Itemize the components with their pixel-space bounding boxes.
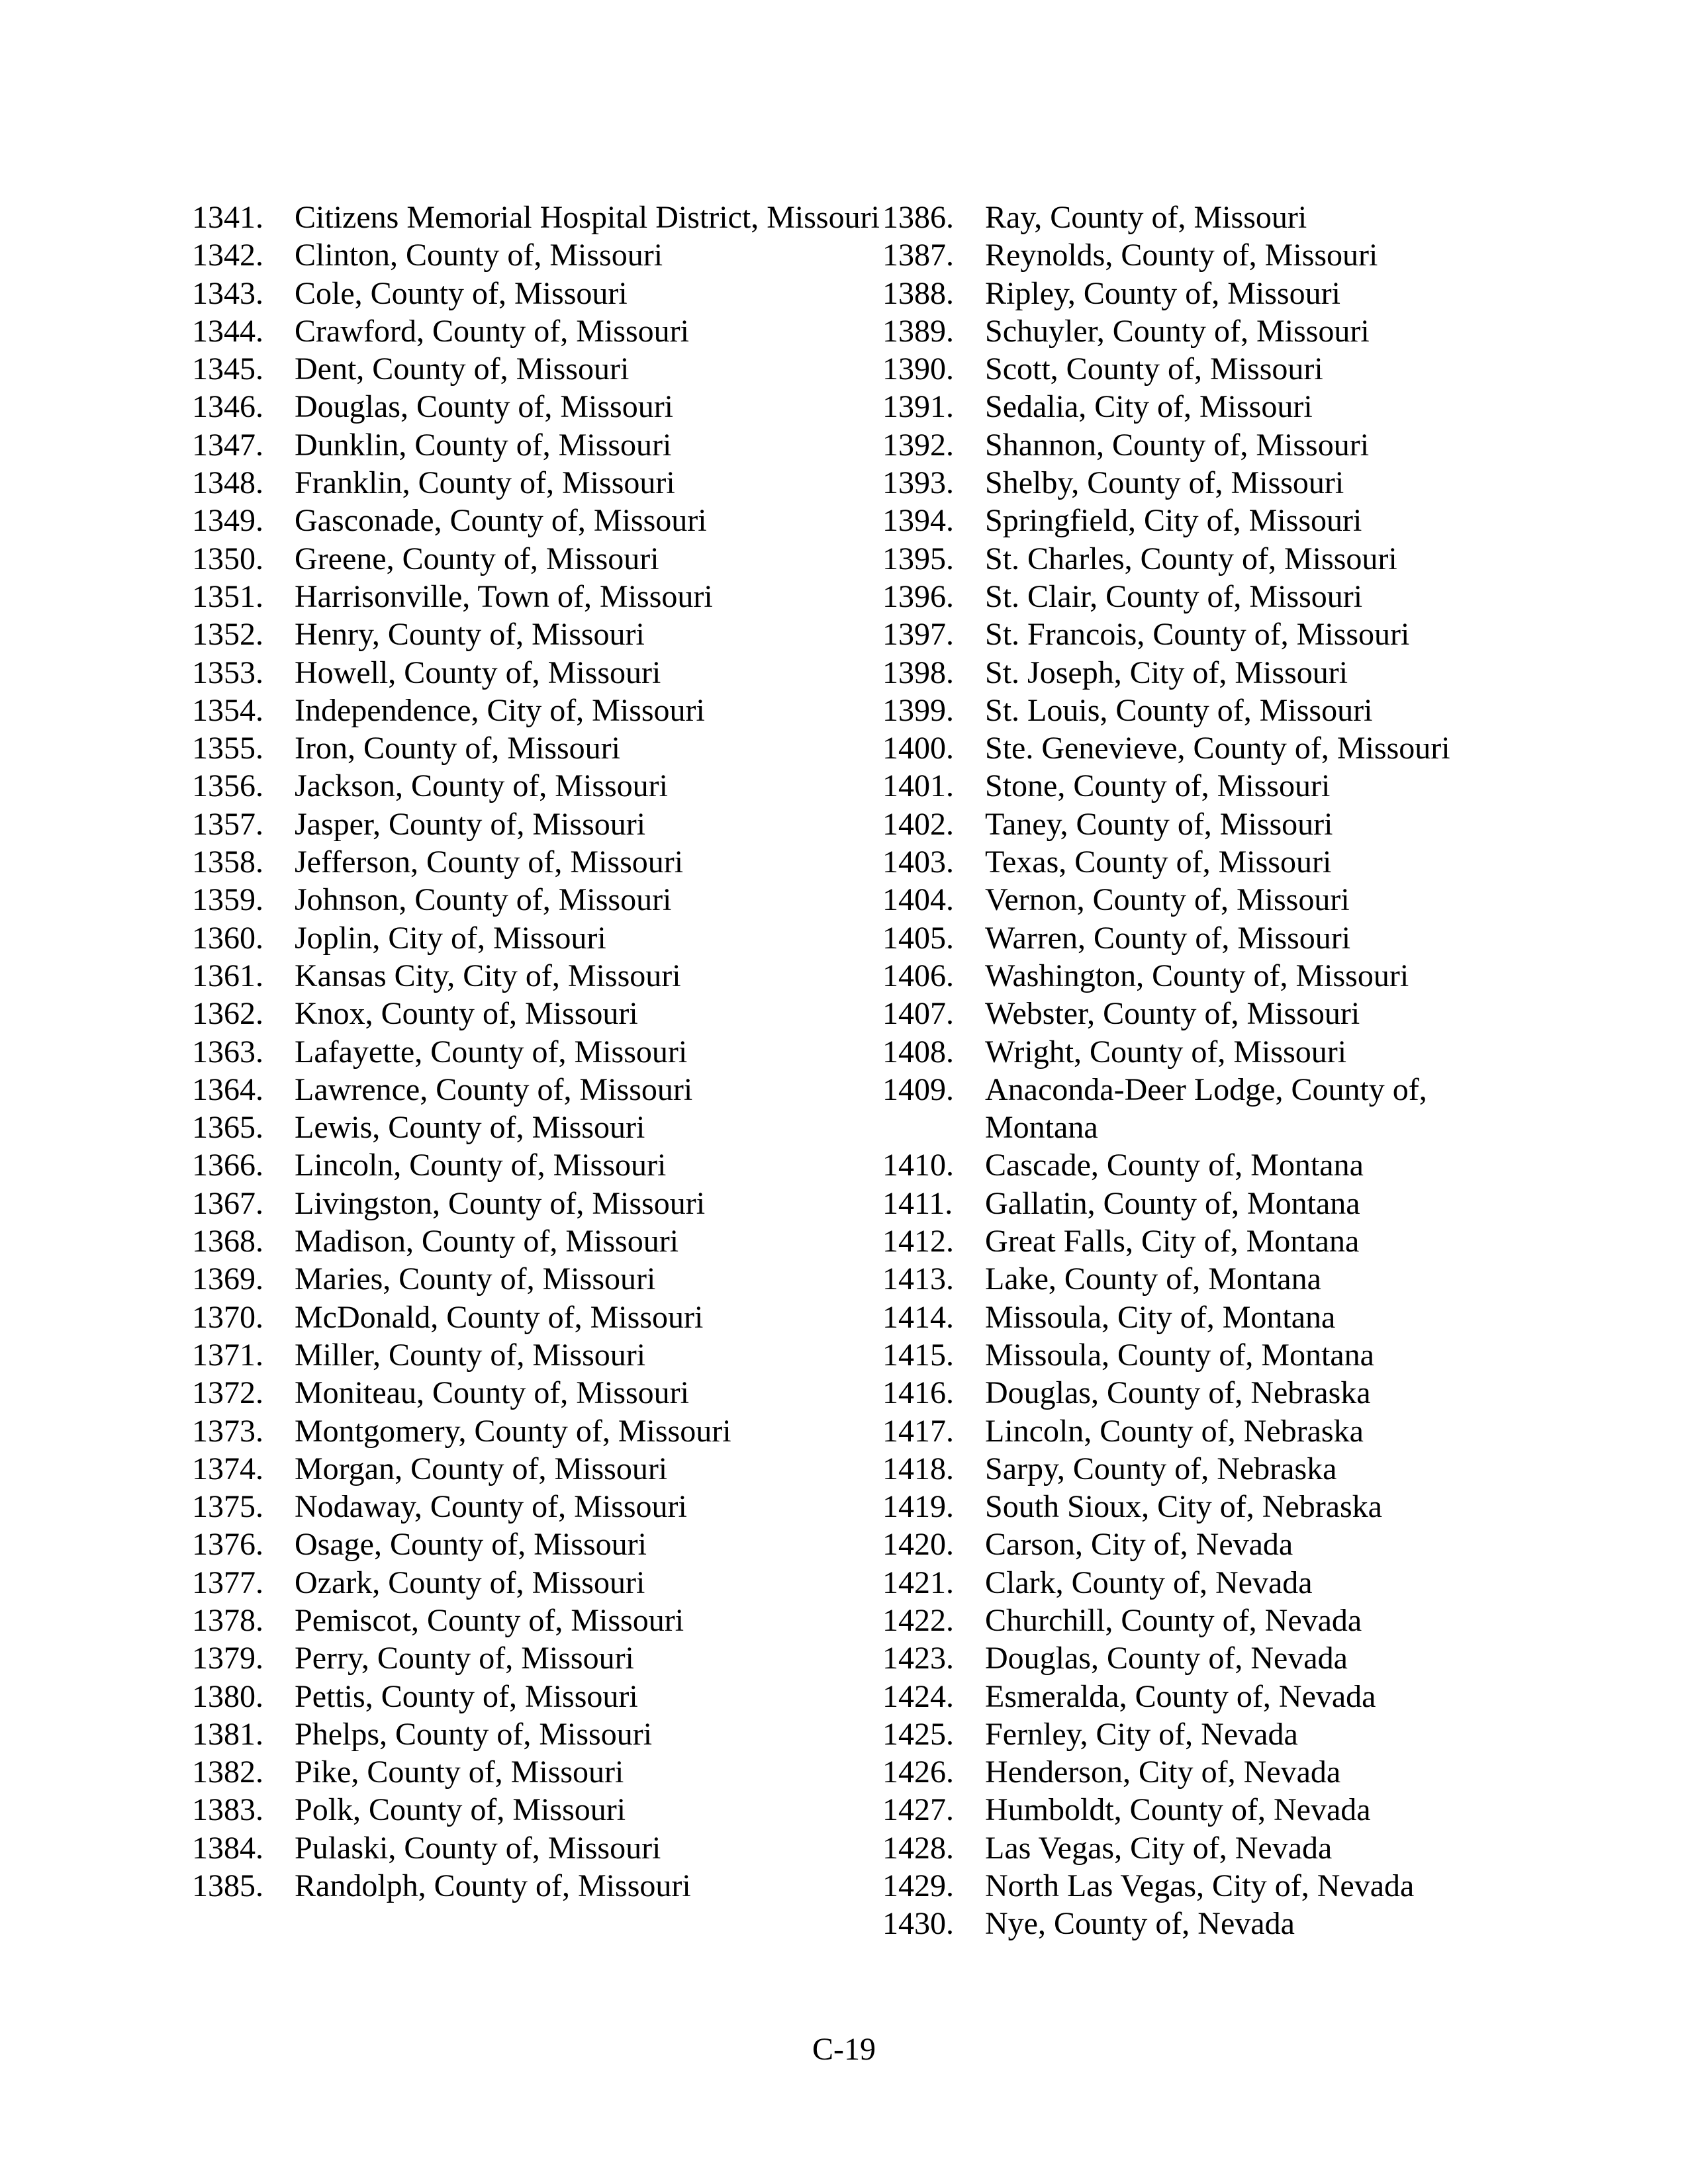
page-number: C-19 [812,2032,876,2067]
list-item-number: 1392. [882,427,954,463]
list-item [882,540,1544,578]
list-item-text: Polk, County of, Missouri [295,1792,626,1828]
list-item [192,1298,894,1336]
list-item [192,1488,894,1525]
list-item-number: 1395. [882,541,954,576]
list-item-number: 1368. [192,1224,263,1259]
list-item-number: 1362. [192,996,263,1032]
list-item-number: 1373. [192,1413,263,1449]
list-item [192,729,894,767]
list-item [882,1450,1544,1488]
list-item [192,1374,894,1412]
list-item [882,1905,1544,1942]
list-item-number: 1374. [192,1451,263,1486]
list-item-text: Lake, County of, Montana [985,1261,1321,1297]
left-column-list [192,199,894,1905]
list-item [882,350,1544,388]
right-column-list [882,199,1544,1943]
list-item-number: 1385. [192,1868,263,1904]
list-item-text: South Sioux, City of, Nebraska [985,1489,1382,1525]
list-item-number: 1350. [192,541,263,576]
list-item-text: Lawrence, County of, Missouri [295,1071,693,1107]
list-item-number: 1354. [192,692,263,728]
list-item [882,1260,1544,1298]
list-item [192,312,894,350]
list-item [882,843,1544,881]
list-item-number: 1382. [192,1754,263,1790]
list-item-number: 1367. [192,1185,263,1221]
list-item [192,1525,894,1563]
list-item-number: 1407. [882,996,954,1032]
list-item-number: 1379. [192,1641,263,1676]
list-item-text: Lafayette, County of, Missouri [295,1034,688,1069]
list-item [192,1791,894,1829]
list-item [192,654,894,692]
list-item-text: Douglas, County of, Missouri [295,389,674,425]
list-item [192,615,894,653]
list-item-number: 1387. [882,238,954,273]
list-item [882,654,1544,692]
list-item-number: 1377. [192,1565,263,1600]
list-item-number: 1348. [192,465,263,501]
list-item-text: Carson, City of, Nevada [985,1527,1293,1563]
list-item-text: Sedalia, City of, Missouri [985,389,1313,425]
list-item-number: 1398. [882,655,954,690]
list-item [192,1829,894,1867]
list-item-number: 1384. [192,1830,263,1866]
list-item [192,1412,894,1450]
list-item [192,502,894,539]
list-item-text: Gasconade, County of, Missouri [295,503,707,539]
list-item-text: Shannon, County of, Missouri [985,427,1370,463]
list-item-text: St. Charles, County of, Missouri [985,541,1397,576]
list-item-number: 1361. [192,958,263,993]
list-item [882,464,1544,502]
list-item-text: North Las Vegas, City of, Nevada [985,1868,1415,1904]
list-item-number: 1404. [882,882,954,918]
list-item-text: Shelby, County of, Missouri [985,465,1344,501]
list-item-number: 1430. [882,1906,954,1942]
list-item-text: Crawford, County of, Missouri [295,313,689,349]
list-item-number: 1427. [882,1792,954,1828]
list-item [192,275,894,312]
list-item-number: 1401. [882,768,954,804]
list-item [882,1298,1544,1336]
list-item-text: Citizens Memorial Hospital District, Missouri [295,200,880,235]
list-item [192,957,894,995]
list-item-text: Jackson, County of, Missouri [295,768,668,804]
list-item-text: Phelps, County of, Missouri [295,1716,653,1752]
list-item-number: 1375. [192,1489,263,1525]
list-item-number: 1396. [882,578,954,614]
list-item [882,1715,1544,1753]
list-item [192,692,894,729]
list-item-text: Livingston, County of, Missouri [295,1185,706,1221]
list-item-number: 1416. [882,1375,954,1411]
list-item-number: 1347. [192,427,263,463]
list-item [882,1602,1544,1639]
list-item [192,1753,894,1791]
list-item [192,767,894,805]
list-item-number: 1349. [192,503,263,539]
list-item-number: 1381. [192,1716,263,1752]
list-item-text: Pike, County of, Missouri [295,1754,624,1790]
list-item [882,502,1544,539]
list-item-number: 1420. [882,1527,954,1563]
list-item-text: Iron, County of, Missouri [295,731,620,766]
list-item-number: 1360. [192,920,263,956]
list-item-number: 1409. [882,1071,954,1107]
list-item-text: Las Vegas, City of, Nevada [985,1830,1333,1866]
list-item-number: 1391. [882,389,954,425]
list-item-text: Joplin, City of, Missouri [295,920,606,956]
list-item [192,236,894,274]
list-item-number: 1386. [882,200,954,235]
list-item [192,1336,894,1374]
list-item-text: Missoula, City of, Montana [985,1299,1336,1335]
list-item [882,199,1544,236]
list-item-number: 1418. [882,1451,954,1486]
list-item [882,1222,1544,1260]
list-item [192,1678,894,1715]
list-item-text: Texas, County of, Missouri [985,844,1332,880]
list-item-text: Henry, County of, Missouri [295,617,645,653]
list-item [192,540,894,578]
list-item-text: Warren, County of, Missouri [985,920,1351,956]
list-item-text: Jefferson, County of, Missouri [295,844,684,880]
list-item-number: 1365. [192,1110,263,1146]
list-item [192,1146,894,1184]
list-item-number: 1353. [192,655,263,690]
list-item [192,1602,894,1639]
list-item-text: Missoula, County of, Montana [985,1337,1374,1373]
list-item [882,1146,1544,1184]
list-item-text: Harrisonville, Town of, Missouri [295,578,713,614]
list-item-text: Clinton, County of, Missouri [295,238,663,273]
list-item [192,1867,894,1905]
list-item-text: St. Francois, County of, Missouri [985,617,1410,653]
list-item [882,1488,1544,1525]
list-item [192,199,894,236]
list-item-number: 1376. [192,1527,263,1563]
list-item-number: 1342. [192,238,263,273]
list-item [882,312,1544,350]
list-item-number: 1422. [882,1602,954,1638]
list-item-text: Miller, County of, Missouri [295,1337,646,1373]
list-item [882,805,1544,843]
list-item-text: Churchill, County of, Nevada [985,1602,1362,1638]
list-item [192,350,894,388]
list-item [192,578,894,615]
list-item-text: Howell, County of, Missouri [295,655,661,690]
list-item-text: Taney, County of, Missouri [985,806,1333,842]
list-item-number: 1428. [882,1830,954,1866]
list-item [882,426,1544,464]
list-item-text: Vernon, County of, Missouri [985,882,1350,918]
list-item-text: Clark, County of, Nevada [985,1565,1313,1600]
list-item-text: Perry, County of, Missouri [295,1641,634,1676]
list-item-number: 1405. [882,920,954,956]
list-item [882,1867,1544,1905]
list-item-text: Nye, County of, Nevada [985,1906,1295,1942]
list-item-number: 1369. [192,1261,263,1297]
list-item [882,729,1544,767]
list-item-text: Kansas City, City of, Missouri [295,958,681,993]
list-item [882,1753,1544,1791]
list-item-text: Gallatin, County of, Montana [985,1185,1360,1221]
list-item-text: Greene, County of, Missouri [295,541,659,576]
list-item-number: 1403. [882,844,954,880]
list-item [192,388,894,426]
list-item-number: 1406. [882,958,954,993]
list-item-number: 1399. [882,692,954,728]
list-item-text: St. Louis, County of, Missouri [985,692,1373,728]
list-item [882,236,1544,274]
list-item-text: Scott, County of, Missouri [985,351,1323,387]
list-item-text: Pettis, County of, Missouri [295,1678,638,1714]
list-item-number: 1429. [882,1868,954,1904]
list-item-text: Knox, County of, Missouri [295,996,638,1032]
list-item-number: 1389. [882,313,954,349]
list-item [882,1336,1544,1374]
list-item [192,1185,894,1222]
list-item-number: 1408. [882,1034,954,1069]
list-item-text: Madison, County of, Missouri [295,1224,679,1259]
list-item [192,426,894,464]
list-item-text: Moniteau, County of, Missouri [295,1375,689,1411]
list-item-text: Johnson, County of, Missouri [295,882,672,918]
list-item-text: Springfield, City of, Missouri [985,503,1362,539]
list-item-text: Esmeralda, County of, Nevada [985,1678,1376,1714]
list-item-text: Independence, City of, Missouri [295,692,705,728]
list-item-text: Randolph, County of, Missouri [295,1868,691,1904]
list-item-text: Lincoln, County of, Missouri [295,1148,667,1183]
list-item-number: 1413. [882,1261,954,1297]
list-item-number: 1359. [192,882,263,918]
list-item-text: Anaconda-Deer Lodge, County of, Montana [985,1071,1427,1146]
list-item-number: 1426. [882,1754,954,1790]
list-item-text: Douglas, County of, Nebraska [985,1375,1371,1411]
list-item-number: 1378. [192,1602,263,1638]
list-item-text: Jasper, County of, Missouri [295,806,646,842]
list-item-number: 1351. [192,578,263,614]
list-item-text: Franklin, County of, Missouri [295,465,675,501]
list-item [882,615,1544,653]
list-item-text: Maries, County of, Missouri [295,1261,656,1297]
list-item-number: 1343. [192,275,263,311]
list-item-text: Ste. Genevieve, County of, Missouri [985,731,1450,766]
list-item [882,692,1544,729]
list-item-number: 1370. [192,1299,263,1335]
list-item-number: 1394. [882,503,954,539]
list-item-text: Osage, County of, Missouri [295,1527,647,1563]
list-item-text: Dunklin, County of, Missouri [295,427,672,463]
list-item-number: 1415. [882,1337,954,1373]
list-item [882,767,1544,805]
list-item [882,1678,1544,1715]
list-item [192,1071,894,1109]
list-item [192,464,894,502]
list-item-number: 1388. [882,275,954,311]
list-item [882,957,1544,995]
list-item-text: St. Clair, County of, Missouri [985,578,1363,614]
list-item-number: 1358. [192,844,263,880]
list-item [192,1639,894,1677]
list-item-number: 1355. [192,731,263,766]
list-item-text: Henderson, City of, Nevada [985,1754,1341,1790]
list-item-number: 1423. [882,1641,954,1676]
list-item [192,1033,894,1071]
list-item-number: 1371. [192,1337,263,1373]
list-item-text: Ray, County of, Missouri [985,200,1307,235]
list-item [882,1412,1544,1450]
list-item [882,1639,1544,1677]
list-item [882,1033,1544,1071]
list-item [192,1109,894,1146]
list-item-number: 1363. [192,1034,263,1069]
list-item-text: Ozark, County of, Missouri [295,1565,645,1600]
list-item-number: 1357. [192,806,263,842]
list-item-number: 1397. [882,617,954,653]
list-item-number: 1390. [882,351,954,387]
list-item-text: Stone, County of, Missouri [985,768,1331,804]
list-item-number: 1364. [192,1071,263,1107]
list-item [192,1564,894,1602]
list-item-number: 1341. [192,200,263,235]
list-item-number: 1411. [882,1185,953,1221]
list-item-number: 1412. [882,1224,954,1259]
list-item [882,578,1544,615]
list-item [192,919,894,957]
list-item-text: Morgan, County of, Missouri [295,1451,668,1486]
list-item-number: 1380. [192,1678,263,1714]
list-item-text: Pemiscot, County of, Missouri [295,1602,684,1638]
list-item-text: Lincoln, County of, Nebraska [985,1413,1364,1449]
list-item [882,1829,1544,1867]
list-item [192,1715,894,1753]
list-item-text: Schuyler, County of, Missouri [985,313,1370,349]
list-item [192,995,894,1032]
list-item-text: Sarpy, County of, Nebraska [985,1451,1337,1486]
list-item-text: Webster, County of, Missouri [985,996,1360,1032]
list-item-text: Cole, County of, Missouri [295,275,628,311]
list-item-number: 1424. [882,1678,954,1714]
list-item-number: 1345. [192,351,263,387]
list-item-text: Nodaway, County of, Missouri [295,1489,687,1525]
list-item-number: 1414. [882,1299,954,1335]
list-item [882,1071,1544,1147]
list-item [192,1222,894,1260]
list-item-number: 1402. [882,806,954,842]
list-item-text: Cascade, County of, Montana [985,1148,1364,1183]
list-item-number: 1366. [192,1148,263,1183]
list-item-number: 1372. [192,1375,263,1411]
list-item-number: 1352. [192,617,263,653]
list-item-number: 1346. [192,389,263,425]
list-item-text: Fernley, City of, Nevada [985,1716,1298,1752]
list-item-number: 1417. [882,1413,954,1449]
list-item-number: 1400. [882,731,954,766]
list-item [192,1260,894,1298]
list-item [882,1374,1544,1412]
list-item-text: Reynolds, County of, Missouri [985,238,1378,273]
list-item-text: St. Joseph, City of, Missouri [985,655,1348,690]
list-item-text: Montgomery, County of, Missouri [295,1413,731,1449]
list-item-number: 1356. [192,768,263,804]
list-item-text: Humboldt, County of, Nevada [985,1792,1371,1828]
list-item-text: Great Falls, City of, Montana [985,1224,1360,1259]
list-item [882,1525,1544,1563]
list-item-text: Douglas, County of, Nevada [985,1641,1348,1676]
list-item-text: Pulaski, County of, Missouri [295,1830,661,1866]
list-item [882,388,1544,426]
list-item [192,1450,894,1488]
list-item-text: McDonald, County of, Missouri [295,1299,704,1335]
list-item [192,843,894,881]
list-item [192,805,894,843]
list-item-text: Ripley, County of, Missouri [985,275,1340,311]
list-item-text: Wright, County of, Missouri [985,1034,1347,1069]
list-item-number: 1410. [882,1148,954,1183]
list-item-number: 1419. [882,1489,954,1525]
list-item [882,1791,1544,1829]
list-item [882,881,1544,919]
list-item-number: 1393. [882,465,954,501]
list-item-text: Lewis, County of, Missouri [295,1110,645,1146]
list-item-text: Dent, County of, Missouri [295,351,630,387]
list-item-number: 1383. [192,1792,263,1828]
list-item [882,995,1544,1032]
list-item [192,881,894,919]
list-item [882,1564,1544,1602]
list-item-number: 1425. [882,1716,954,1752]
list-item [882,919,1544,957]
list-item [882,1185,1544,1222]
list-item-text: Washington, County of, Missouri [985,958,1409,993]
list-item [882,275,1544,312]
list-item-number: 1421. [882,1565,954,1600]
list-item-number: 1344. [192,313,263,349]
